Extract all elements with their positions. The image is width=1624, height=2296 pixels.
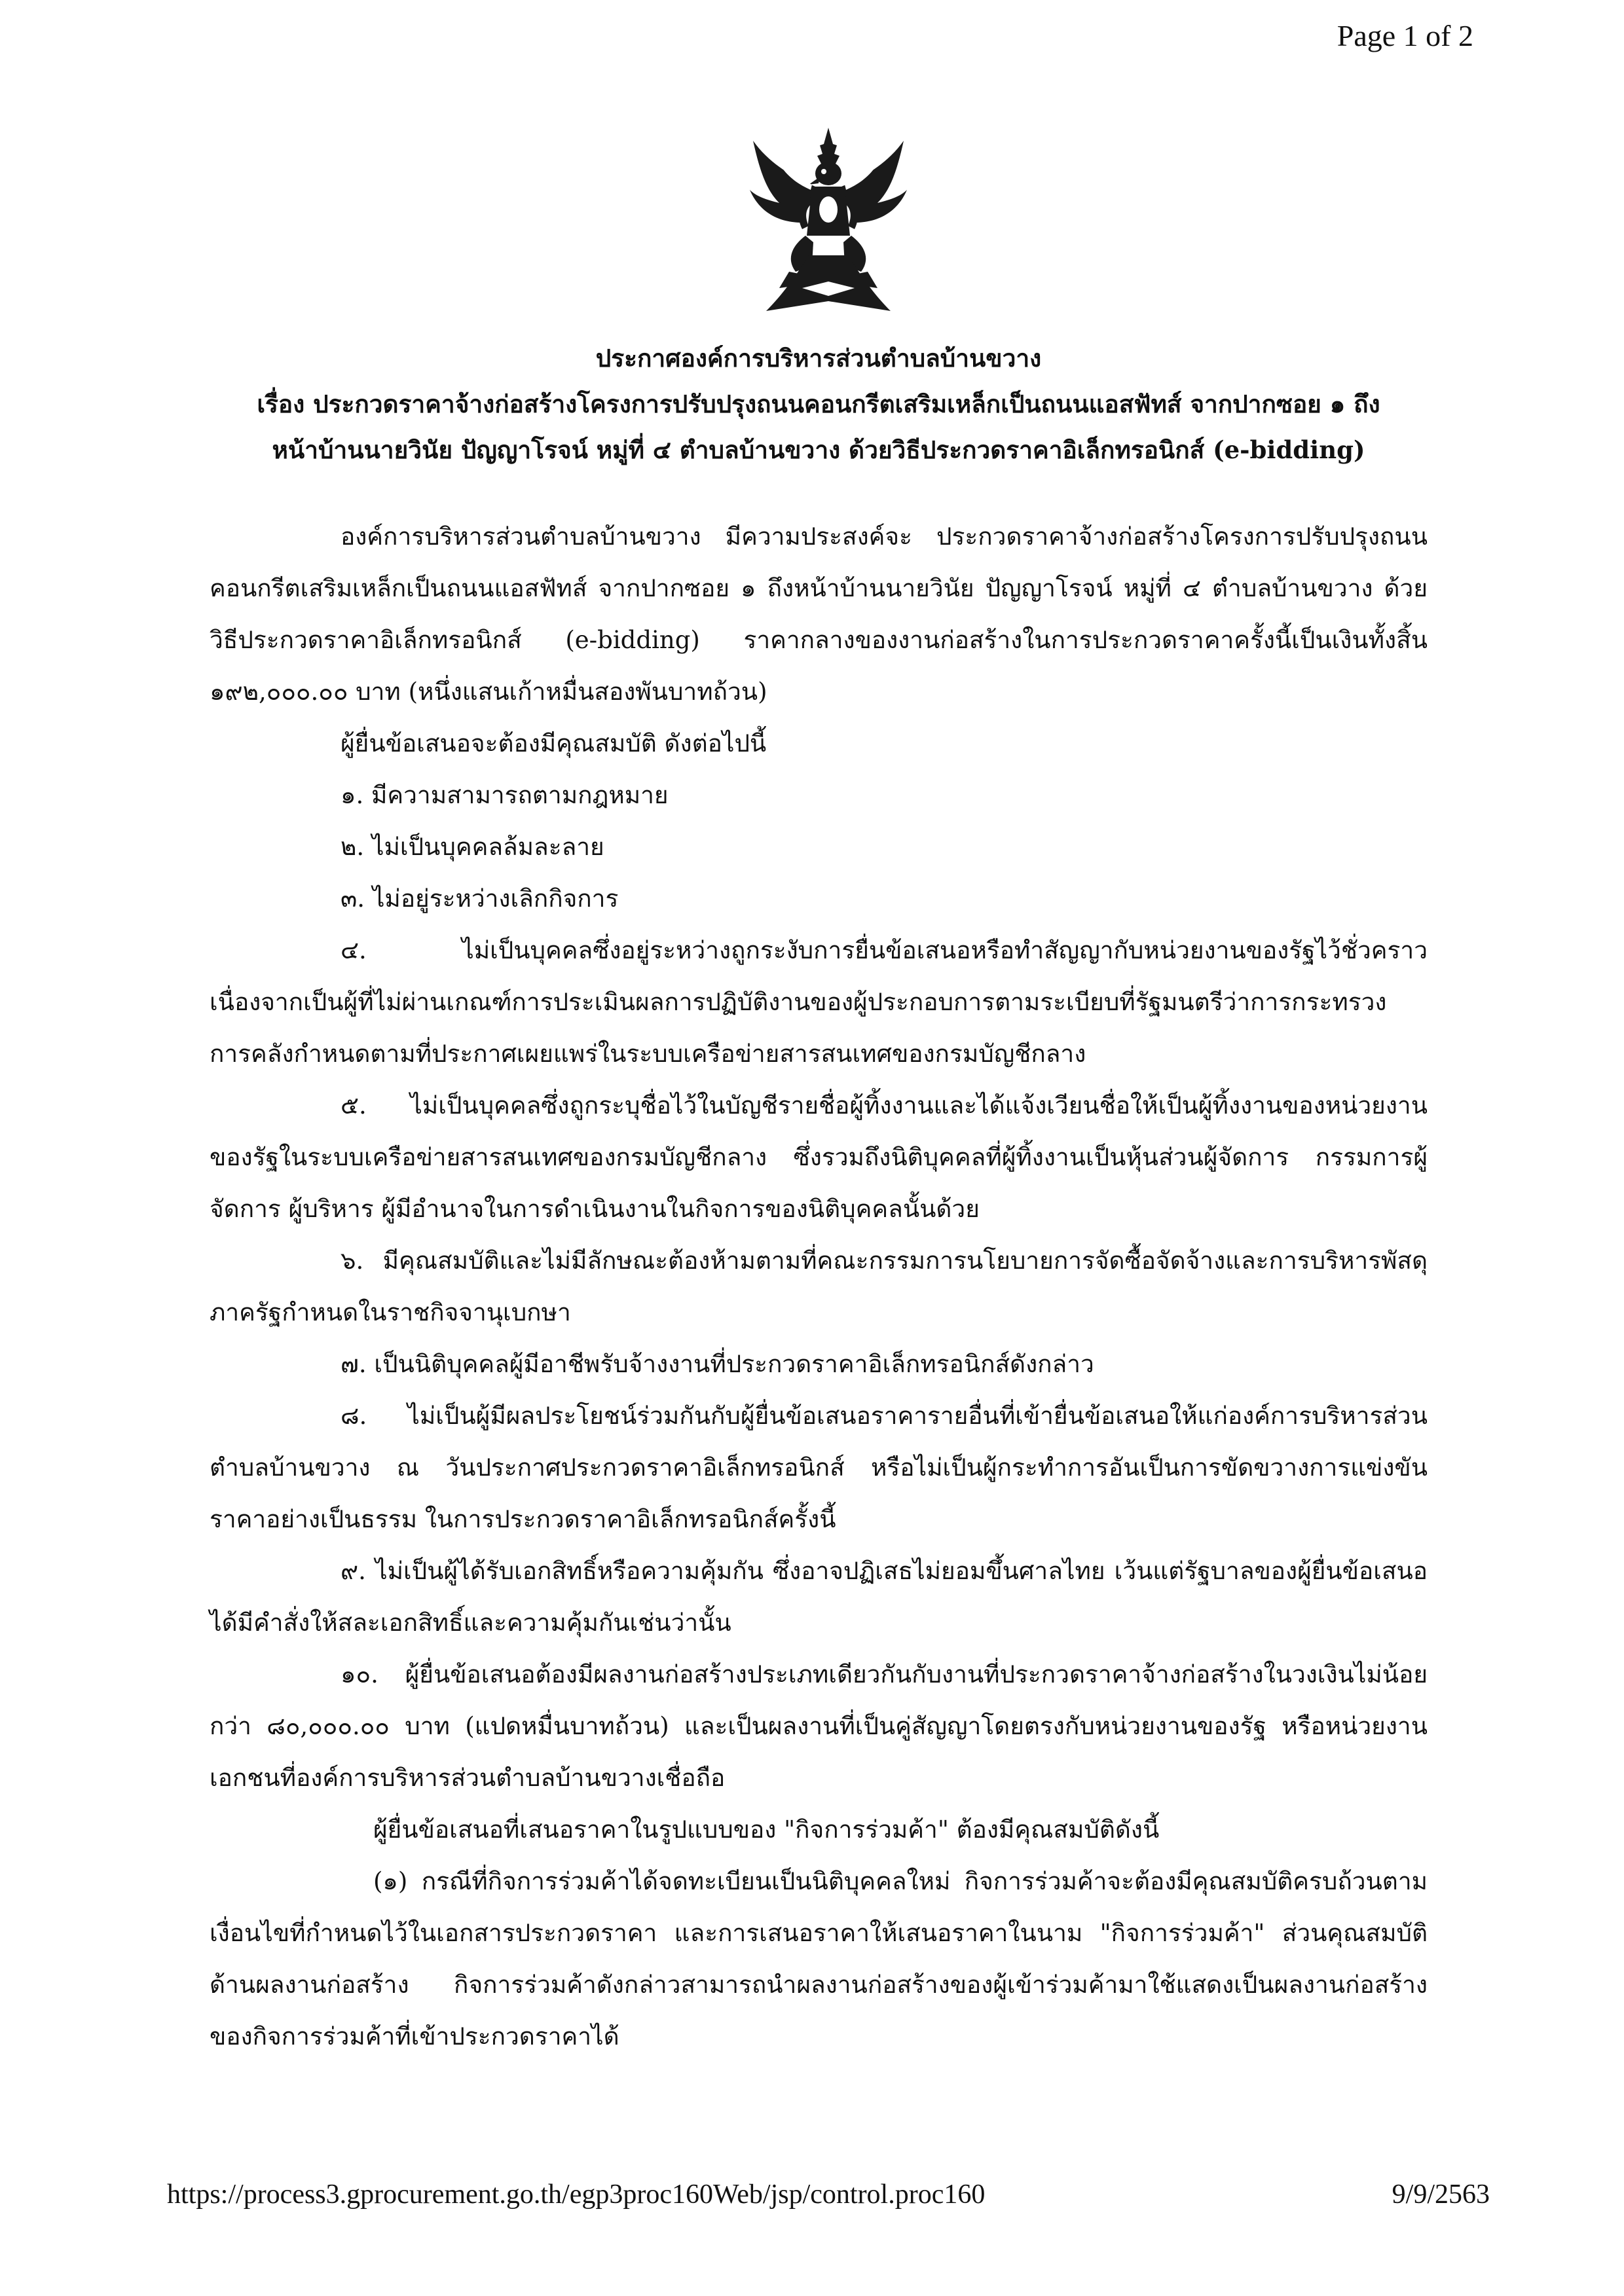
- footer-url: https://process3.gprocurement.go.th/egp3proc160Web/jsp/control.proc160: [167, 2179, 986, 2210]
- qualification-item-8: ๘. ไม่เป็นผู้มีผลประโยชน์ร่วมกันกับผู้ยื่นข้อเสนอราคารายอื่นที่เข้ายื่นข้อเสนอให้แก่องค์การบริหารส่วนตำบลบ้านขวาง ณ วันประกาศประกวดราคาอิเล็กทรอนิกส์ หรือไม่เป็นผู้กระทำการอันเป็นการขัดขวางการแข่งขันราคาอย่างเป็นธรรม ในการประกวดราคาอิเล็กทรอนิกส์ครั้งนี้: [210, 1402, 1428, 1533]
- qualification-item-4: ๔. ไม่เป็นบุคคลซึ่งอยู่ระหว่างถูกระงับการยื่นข้อเสนอหรือทำสัญญากับหน่วยงานของรัฐไว้ชั่วคราวเนื่องจากเป็นผู้ที่ไม่ผ่านเกณฑ์การประเมินผลการปฏิบัติงานของผู้ประกอบการตามระเบียบที่รัฐมนตรีว่าการกระทรวงการคลังกำหนดตามที่ประกาศเผยแพร่ในระบบเครือข่ายสารสนเทศของกรมบัญชีกลาง: [210, 936, 1428, 1068]
- title-line-2: เรื่อง ประกวดราคาจ้างก่อสร้างโครงการปรับปรุงถนนคอนกรีตเสริมเหล็กเป็นถนนแอสฟัทส์ จากปากซอย ๑ ถึง: [257, 390, 1380, 418]
- qualifications-heading: ผู้ยื่นข้อเสนอจะต้องมีคุณสมบัติ ดังต่อไปนี้: [341, 729, 767, 757]
- announcement-title: [196, 335, 1441, 473]
- footer-date: 9/9/2563: [1392, 2179, 1490, 2210]
- qualification-item-10: ๑๐. ผู้ยื่นข้อเสนอต้องมีผลงานก่อสร้างประเภทเดียวกันกับงานที่ประกวดราคาจ้างก่อสร้างในวงเงินไม่น้อยกว่า ๘๐,๐๐๐.๐๐ บาท (แปดหมื่นบาทถ้วน) และเป็นผลงานที่เป็นคู่สัญญาโดยตรงกับหน่วยงานของรัฐ หรือหน่วยงานเอกชนที่องค์การบริหารส่วนตำบลบ้านขวางเชื่อถือ: [210, 1660, 1428, 1792]
- title-line-1: ประกาศองค์การบริหารส่วนตำบลบ้านขวาง: [595, 344, 1042, 373]
- qualification-item-2: ๒. ไม่เป็นบุคคลล้มละลาย: [341, 833, 604, 861]
- qualification-item-9: ๙. ไม่เป็นผู้ได้รับเอกสิทธิ์หรือความคุ้มกัน ซึ่งอาจปฏิเสธไม่ยอมขึ้นศาลไทย เว้นแต่รัฐบาลของผู้ยื่นข้อเสนอได้มีคำสั่งให้สละเอกสิทธิ์และความคุ้มกันเช่นว่านั้น: [210, 1557, 1428, 1637]
- qualification-item-6: ๖. มีคุณสมบัติและไม่มีลักษณะต้องห้ามตามที่คณะกรรมการนโยบายการจัดซื้อจัดจ้างและการบริหารพัสดุภาครัฐกำหนดในราชกิจจานุเบกษา: [210, 1247, 1428, 1326]
- title-line-3: หน้าบ้านนายวินัย ปัญญาโรจน์ หมู่ที่ ๔ ตำบลบ้านขวาง ด้วยวิธีประกวดราคาอิเล็กทรอนิกส์ (e-bidding): [272, 435, 1365, 464]
- garuda-emblem-icon: [740, 124, 917, 321]
- intro-paragraph: องค์การบริหารส่วนตำบลบ้านขวาง มีความประสงค์จะ ประกวดราคาจ้างก่อสร้างโครงการปรับปรุงถนนคอนกรีตเสริมเหล็กเป็นถนนแอสฟัทส์ จากปากซอย ๑ ถึงหน้าบ้านนายวินัย ปัญญาโรจน์ หมู่ที่ ๔ ตำบลบ้านขวาง ด้วยวิธีประกวดราคาอิเล็กทรอนิกส์ (e-bidding) ราคากลางของงานก่อสร้างในการประกวดราคาครั้งนี้เป็นเงินทั้งสิ้น ๑๙๒,๐๐๐.๐๐ บาท (หนึ่งแสนเก้าหมื่นสองพันบาทถ้วน): [210, 522, 1428, 706]
- qualification-item-1: ๑. มีความสามารถตามกฎหมาย: [341, 781, 669, 809]
- qualification-item-5: ๕. ไม่เป็นบุคคลซึ่งถูกระบุชื่อไว้ในบัญชีรายชื่อผู้ทิ้งงานและได้แจ้งเวียนชื่อให้เป็นผู้ทิ้งงานของหน่วยงานของรัฐในระบบเครือข่ายสารสนเทศของกรมบัญชีกลาง ซึ่งรวมถึงนิติบุคคลที่ผู้ทิ้งงานเป็นหุ้นส่วนผู้จัดการ กรรมการผู้จัดการ ผู้บริหาร ผู้มีอำนาจในการดำเนินงานในกิจการของนิติบุคคลนั้นด้วย: [210, 1091, 1428, 1223]
- qualification-item-7: ๗. เป็นนิติบุคคลผู้มีอาชีพรับจ้างงานที่ประกวดราคาอิเล็กทรอนิกส์ดังกล่าว: [341, 1350, 1094, 1378]
- page-number: Page 1 of 2: [1337, 19, 1473, 52]
- qualification-item-3: ๓. ไม่อยู่ระหว่างเลิกกิจการ: [341, 884, 619, 913]
- joint-venture-item-1: (๑) กรณีที่กิจการร่วมค้าได้จดทะเบียนเป็นนิติบุคคลใหม่ กิจการร่วมค้าจะต้องมีคุณสมบัติครบถ้วนตามเงื่อนไขที่กำหนดไว้ในเอกสารประกวดราคา และการเสนอราคาให้เสนอราคาในนาม "กิจการร่วมค้า" ส่วนคุณสมบัติด้านผลงานก่อสร้าง กิจการร่วมค้าดังกล่าวสามารถนำผลงานก่อสร้างของผู้เข้าร่วมค้ามาใช้แสดงเป็นผลงานก่อสร้างของกิจการร่วมค้าที่เข้าประกวดราคาได้: [210, 1867, 1428, 2050]
- announcement-body: [210, 511, 1428, 2062]
- joint-venture-heading: ผู้ยื่นข้อเสนอที่เสนอราคาในรูปแบบของ "กิจการร่วมค้า" ต้องมีคุณสมบัติดังนี้: [373, 1815, 1160, 1844]
